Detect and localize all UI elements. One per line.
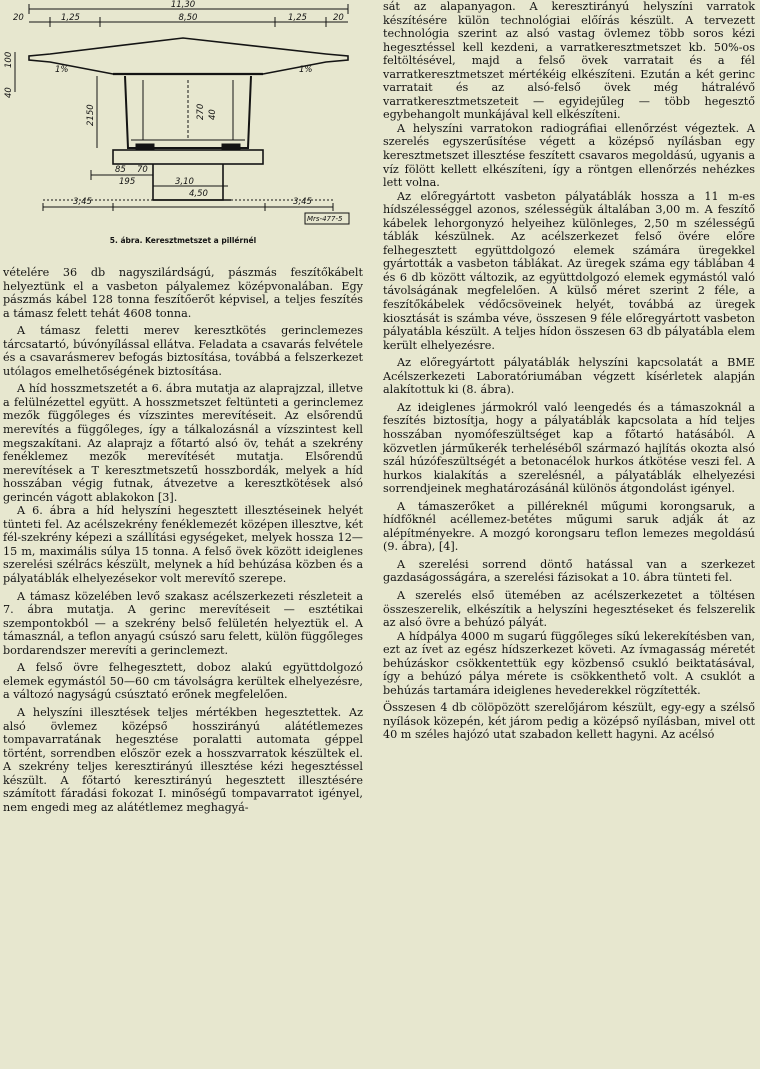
right-paragraph-5: Az ideiglenes jármokról való leengedés és a támaszoknál a feszítés biztosítja, hogy a pályatáblák kapcsolata a híd teljes hosszában nyomófeszültséget kap a főtartó hatásából. A közvetlen járműkerék terheléséből származó hajlítás okozta alsó szál húzófeszültségét a betonacélok hurkos átkötése veszi fel. A hurkos kialakítás a szerelésnél, a pályatáblák elhelyezési sorrendjeinek meghatározásánál különös átgondolást igényel. — [383, 400, 755, 496]
dim-offset-70: 70 — [137, 165, 148, 175]
dim-bearing-310: 3,10 — [175, 177, 194, 187]
dim-d1-25-left: 1,25 — [61, 13, 80, 23]
right-paragraph-3: Az előregyártott vasbeton pályatáblák hossza a 11 m-es hídszélességgel azonos, szélességük általában 3,00 m. A feszítő kábelek lehorgonyzó helyeihez különleges, 2,50 m szélességű táblák készülnek. Az acélszerkezet felső övére előre felhegesztett együttdolgozó elemek számára üregekkel gyártották a vasbeton táblákat. Az üregek száma egy táblában 4 és 6 db között változik, az együttdolgozó elemek egymástól való távolságának megfelelően. A külső méret szerint 2 féle, a feszítőkábelek védőcsöveinek helyét, továbbá az üregek kiosztását is számba véve, összesen 9 féle előregyártott vasbeton pályatábla készült. A teljes hídon összesen 63 db pályatábla elem került elhelyezésre. — [383, 189, 755, 352]
left-paragraph-7: A helyszíni illesztések teljes mértékben hegesztettek. Az alsó övlemez középső hosszirányú alátétlemezes tompavarratának hegesztése poralatti automata géppel történt, sorrendben először ezek a hosszvarratok készültek el. A szekrény teljes keresztirányú illesztése kézi hegesztéssel készült. A főtartó keresztirányú hegesztett illesztésére számított fáradási fokozat I. minőségű tompavarratot igényel, nem engedi meg az alátétlemez meghagyá- — [3, 705, 363, 814]
right-column — [383, 0, 755, 742]
left-paragraph-3: A híd hosszmetszetét a 6. ábra mutatja az alaprajzzal, illetve a felülnézettel együtt. A hosszmetszet feltünteti a gerinclemez mezők függőleges és vízszintes merevítéseit. Az elsőrendű merevítés a függőleges, így a tálkalozásnál a vízszintest kell megszakítani. Az alaprajz a főtartó alsó öv, tehát a szekrény fenéklemez mezők merevítését mutatja. Elsőrendű merevítések a T keresztmetszetű hosszbordák, melyek a híd hosszában végig futnak, átvezetve a keresztkötések alsó gerincén vágott ablakokon [3]. — [3, 382, 363, 504]
left-paragraph-1: vételére 36 db nagyszilárdságú, pászmás feszítőkábelt helyeztünk el a vasbeton pályalemez középvonalában. Egy pászmás kábel 128 tonna feszítőerőt képvisel, a teljes feszítés a támasz felett tehát 4608 tonna. — [3, 266, 363, 320]
dim-inner-270: 270 — [196, 103, 206, 120]
right-paragraph-10: Összesen 4 db cölöpözött szerelőjárom készült, egy-egy a szélső nyílások közepén, két járom pedig a középső nyílásban, mivel ott 40 m széles hajózó utat szabadon kellett hagyni. Az acélsó — [383, 701, 755, 742]
right-paragraph-2: A helyszíni varratokon radiográfiai ellenőrzést végeztek. A szerelés egyszerűsítése végett a középső nyílásban egy keresztmetszet illesztése feszített csavaros megoldású, ugyanis a víz fölött kellett elkészíteni, így a röntgen ellenőrzés nehézkes lett volna. — [383, 121, 755, 190]
right-paragraph-8: A szerelés első ütemében az acélszerkezetet a töltésen összeszerelik, elkészítik a helyszíni hegesztéseket és felszerelik az alsó övre a behúzó pályát. — [383, 588, 755, 630]
figure-cross-section — [3, 0, 363, 258]
right-paragraph-9: A hídpálya 4000 m sugarú függőleges síkú lekerekítésben van, ezt az ívet az egész hídszerkezet követi. Az ívmagasság méretét behúzáskor csökkentettük egy közbenső csukló beiktatásával, így a behúzó pálya mérete is csökkenthető volt. A csuklót a behúzás tartamára ideiglenes hevederekkel rögzítették. — [383, 629, 755, 697]
left-paragraph-4: A 6. ábra a híd helyszíni hegesztett illesztéseinek helyét tünteti fel. Az acélszekrény fenéklemezét középen illesztve, két fél-szekrény képezi a szállítási egységeket, melyek hossza 12—15 m, maximális súlya 15 tonna. A felső övek között ideiglenes szerelési szélrács készült, melynek a híd behúzása közben és a pályatáblák elhelyezésekor volt merevítő szerepe. — [3, 504, 363, 586]
left-paragraph-2: A támasz feletti merev keresztkötés gerinclemezes tárcsatartó, búvónyílással ellátva. Feladata a csavarás felvétele és a csavarásmerev befogás biztosítása, továbbá a felszerkezet utólagos emelhetőségének biztosítása. — [3, 324, 363, 378]
dim-web-height: 2150 — [86, 104, 96, 126]
dim-height-40: 40 — [4, 87, 14, 98]
figure-tag: Mrs-477-5 — [307, 215, 343, 223]
dim-side-left: 3,45 — [73, 197, 92, 207]
dim-side-right: 3,45 — [293, 197, 312, 207]
dim-center-width: 8,50 — [178, 13, 198, 23]
dim-slope-right: 1% — [299, 65, 313, 75]
dim-d1-25-right: 1,25 — [288, 13, 307, 23]
right-paragraph-6: A támaszerőket a pilléreknél műgumi korongsaruk, a hídfőknél acéllemez-betétes műgumi saruk adják át az alépítményekre. A mozgó korongsaru teflon lemezes megoldású (9. ábra), [4]. — [383, 499, 755, 554]
left-column — [3, 0, 363, 814]
dim-offset-195: 195 — [119, 177, 136, 187]
dim-inner-40: 40 — [208, 109, 218, 120]
dim-edge-left: 20 — [13, 13, 24, 23]
right-paragraph-1: sát az alapanyagon. A keresztirányú helyszíni varratok készítésére külön technológiai előírás készült. A tervezett technológia szerint az alsó vastag övlemez több soros kézi hegesztéssel kell kezdeni, a varratkeresztmetszet kb. 50%-os feltöltésével, majd a felső övek varratait és a fél varratkeresztmetszet mértékéig elkészíteni. Ezután a két gerinc varratait és az alsó-felső övek még hátralévő varratkeresztmetszeteit — egyidejűleg — több hegesztő egybehangolt munkájával kell elkészíteni. — [383, 0, 755, 122]
left-paragraph-6: A felső övre felhegesztett, doboz alakú együttdolgozó elemek egymástól 50—60 cm távolságra kerültek elhelyezésre, a változó nagyságú csúsztató erőnek megfelelően. — [3, 661, 363, 702]
cross-section-drawing — [3, 0, 363, 232]
dim-edge-right: 20 — [333, 13, 344, 23]
right-paragraph-7: A szerelési sorrend döntő hatással van a szerkezet gazdaságosságára, a szerelési fázisokat a 10. ábra tünteti fel. — [383, 557, 755, 585]
dim-total-width: 11,30 — [170, 0, 196, 10]
right-paragraph-4: Az előregyártott pályatáblák helyszíni kapcsolatát a BME Acélszerkezeti Laboratóriumában végzett kísérletek alapján alakítottuk ki (8. ábra). — [383, 356, 755, 397]
dim-offset-85: 85 — [115, 165, 126, 175]
left-paragraph-5: A támasz közelében levő szakasz acélszerkezeti részleteit a 7. ábra mutatja. A gerinc merevítéseit — esztétikai szempontokból — a szekrény belső felületén helyeztük el. A támasznál, a teflon anyagú csúszó saru felett, külön függőleges bordarendszer merevíti a gerinclemezt. — [3, 589, 363, 657]
figure-caption: 5. ábra. Keresztmetszet a pillérnél — [109, 236, 257, 245]
dim-slope-left: 1% — [55, 65, 69, 75]
dim-height-100: 100 — [4, 51, 14, 68]
dim-base-450: 4,50 — [189, 189, 208, 199]
